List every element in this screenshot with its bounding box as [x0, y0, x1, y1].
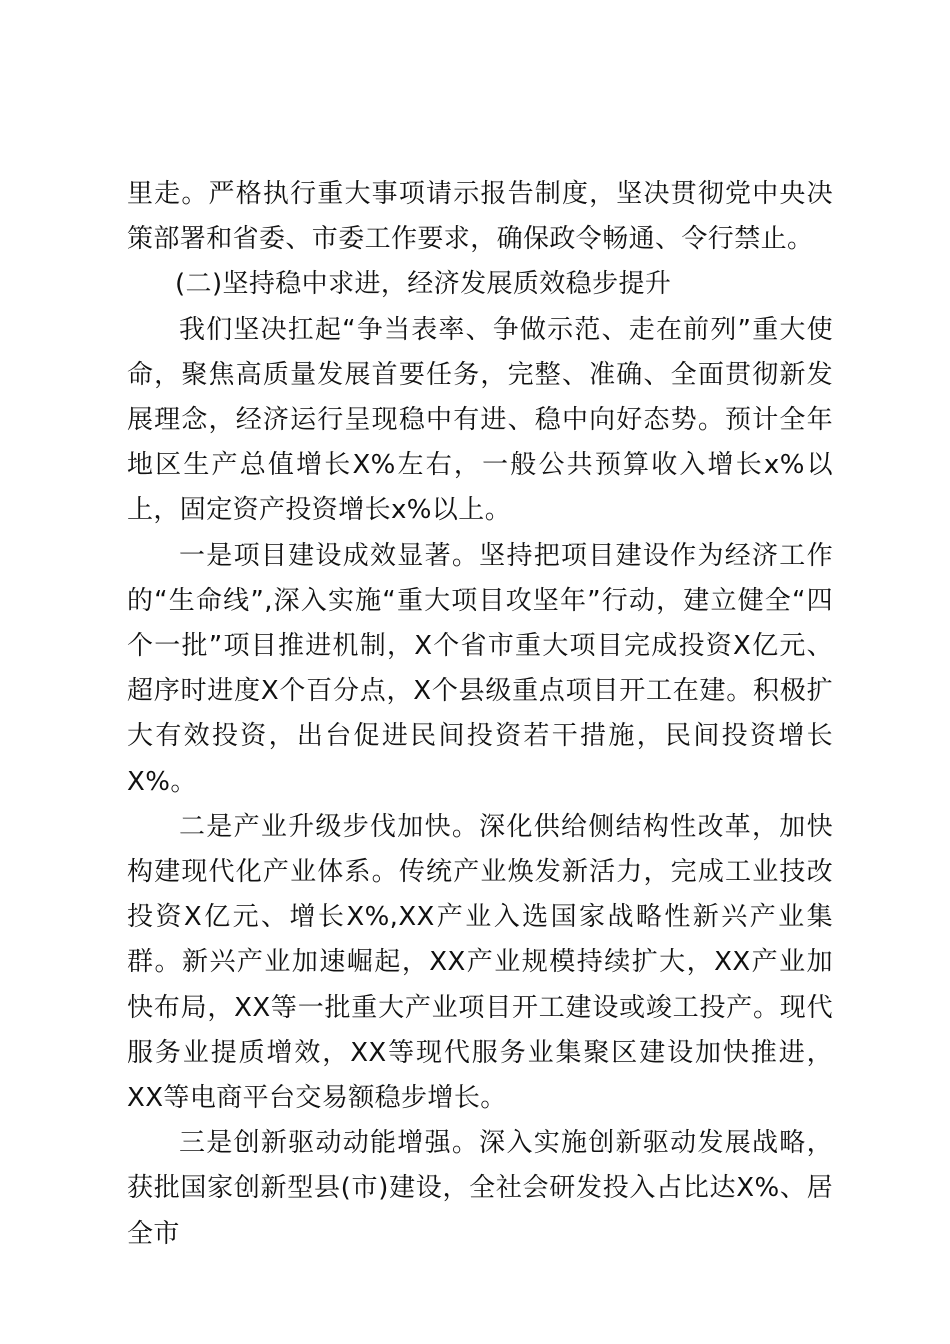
section-heading: (二)坚持稳中求进，经济发展质效稳步提升	[175, 269, 672, 300]
paragraph-continuation: 里走。严格执行重大事项请示报告制度，坚决贯彻党中央决策部署和省委、市委工作要求，确保政令畅通、令行禁止。	[127, 179, 833, 255]
document-body	[127, 172, 833, 1257]
paragraph-point-one: 一是项目建设成效显著。坚持把项目建设作为经济工作的“生命线”,深入实施“重大项目攻坚年”行动，建立健全“四个一批”项目推进机制，X个省市重大项目完成投资X亿元、超序时进度X个百分点，X个县级重点项目开工在建。积极扩大有效投资，出台促进民间投资若干措施，民间投资增长X%。	[127, 540, 833, 797]
paragraph-point-two: 二是产业升级步伐加快。深化供给侧结构性改革，加快构建现代化产业体系。传统产业焕发新活力，完成工业技改投资X亿元、增长X%,XX产业入选国家战略性新兴产业集群。新兴产业加速崛起，XX产业规模持续扩大，XX产业加快布局，XX等一批重大产业项目开工建设或竣工投产。现代服务业提质增效，XX等现代服务业集聚区建设加快推进，XX等电商平台交易额稳步增长。	[127, 811, 833, 1114]
paragraph-overview: 我们坚决扛起“争当表率、争做示范、走在前列”重大使命，聚焦高质量发展首要任务，完整、准确、全面贯彻新发展理念，经济运行呈现稳中有进、稳中向好态势。预计全年地区生产总值增长X%左右，一般公共预算收入增长x%以上，固定资产投资增长x%以上。	[127, 314, 833, 526]
paragraph-point-three: 三是创新驱动动能增强。深入实施创新驱动发展战略，获批国家创新型县(市)建设，全社会研发投入占比达X%、居全市	[127, 1128, 833, 1249]
